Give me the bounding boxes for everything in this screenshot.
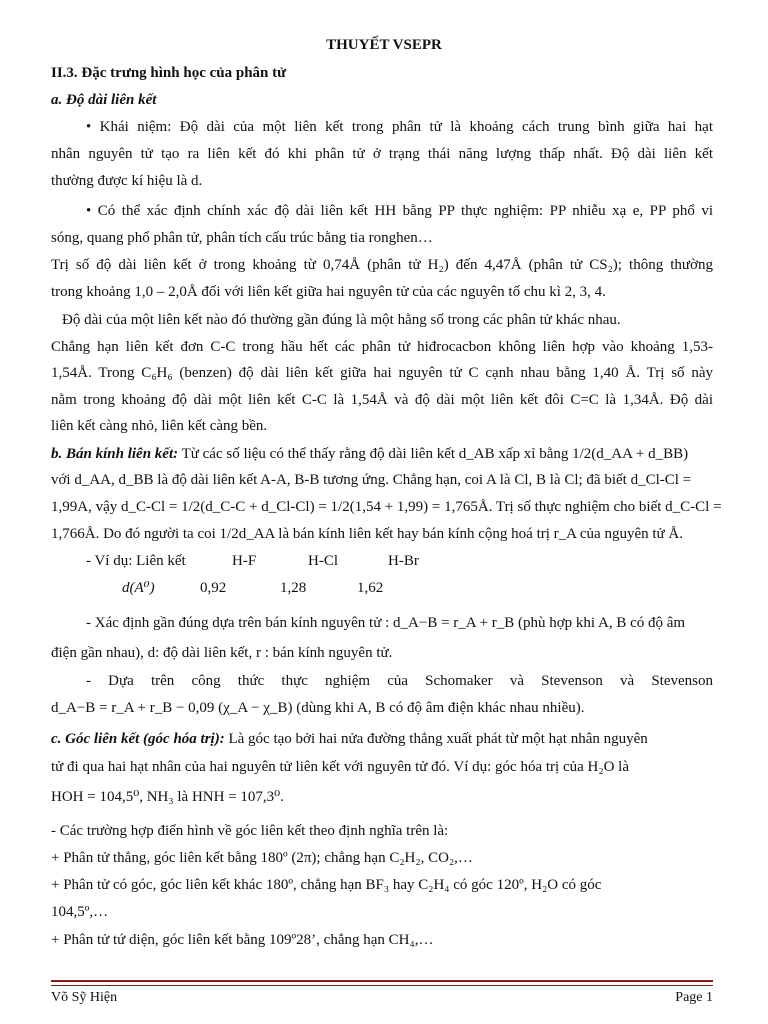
example-bond: H-Br xyxy=(388,553,419,569)
footer-divider xyxy=(51,980,713,982)
paragraph-line: sóng, quang phổ phân tử, phân tích cấu trúc bằng tia ronghen… xyxy=(51,230,433,246)
paragraph-line: • Có thể xác định chính xác độ dài liên kết HH bằng PP thực nghiệm: PP nhiễu xạ e, PP phổ vi xyxy=(86,203,713,219)
list-intro: - Các trường hợp điển hình về góc liên kết theo định nghĩa trên là: xyxy=(51,823,449,839)
paragraph-line: • Khái niệm: Độ dài của một liên kết trong phân tử là khoảng cách trung bình giữa hai hạt xyxy=(86,119,713,135)
paragraph-line: 1,54Å. Trong C₆H₆ (benzen) độ dài liên kết giữa hai nguyên tử C cạnh nhau bằng 1,40 Å. Trị số này xyxy=(51,365,713,381)
paragraph-line: Trị số độ dài liên kết ở trong khoảng từ 0,74Å (phân tử H₂) đến 4,47Å (phân tử CS₂); thông thường xyxy=(51,257,713,273)
example-label: - Ví dụ: Liên kết xyxy=(86,553,186,569)
list-item: + Phân tử tứ diện, góc liên kết bằng 109º28’, chẳng hạn CH₄,… xyxy=(51,932,434,948)
paragraph-line: Độ dài của một liên kết nào đó thường gần đúng là một hằng số trong các phân tử khác nhau. xyxy=(62,312,621,328)
paragraph-line: HOH = 104,5⁰, NH₃ là HNH = 107,3⁰. xyxy=(51,789,284,805)
page-title: THUYẾT VSEPR xyxy=(326,37,442,53)
paragraph-line: 1,99A, vậy d_C-Cl = 1/2(d_C-C + d_Cl-Cl) = 1/2(1,54 + 1,99) = 1,765Å. Trị số thực nghiệm cho biết d_C-Cl = xyxy=(51,499,722,515)
example-d-label: d(A⁰) xyxy=(122,580,155,596)
subsection-c-heading: c. Góc liên kết (góc hóa trị): xyxy=(51,731,225,747)
paragraph-line: - Dựa trên công thức thực nghiệm của Schomaker và Stevenson và Stevenson xyxy=(86,673,713,689)
footer-page-number: Page 1 xyxy=(675,990,713,1005)
example-value: 1,62 xyxy=(357,580,384,596)
paragraph-line: 1,766Å. Do đó người ta coi 1/2d_AA là bán kính liên kết hay bán kính cộng hoá trị r_A của nguyên tử Å. xyxy=(51,526,683,542)
formula-line: d_A−B = r_A + r_B − 0,09 (χ_A − χ_B) (dùng khi A, B có độ âm điện khác nhau nhiều). xyxy=(51,700,585,716)
section-heading: II.3. Đặc trưng hình học của phân tử xyxy=(51,65,287,81)
paragraph-line xyxy=(51,728,713,750)
footer-divider xyxy=(51,985,713,986)
list-item: + Phân tử thẳng, góc liên kết bằng 180º (2π); chẳng hạn C₂H₂, CO₂,… xyxy=(51,850,473,866)
list-item: + Phân tử có góc, góc liên kết khác 180º, chẳng hạn BF₃ hay C₂H₄ có góc 120º, H₂O có góc xyxy=(51,877,602,893)
footer-author: Võ Sỹ Hiện xyxy=(51,990,118,1005)
example-value: 1,28 xyxy=(280,580,307,596)
subsection-b-heading: b. Bán kính liên kết: xyxy=(51,446,179,462)
paragraph-line: Chẳng hạn liên kết đơn C-C trong hầu hết các phân tử hiđrocacbon không liên hợp vào khoảng 1,53- xyxy=(51,339,713,355)
paragraph-line: - Xác định gần đúng dựa trên bán kính nguyên tử : d_A−B = r_A + r_B (phù hợp khi A, B có độ âm xyxy=(86,615,686,631)
paragraph-line: tử đi qua hai hạt nhân của hai nguyên tử liên kết với nguyên tử đó. Ví dụ: góc hóa trị của H₂O là xyxy=(51,759,629,775)
paragraph-line: với d_AA, d_BB là độ dài liên kết A-A, B-B tương ứng. Chẳng hạn, coi A là Cl, B là Cl; đã biết d_Cl-Cl = xyxy=(51,472,692,488)
paragraph-line: trong khoảng 1,0 – 2,0Å đối với liên kết giữa hai nguyên tử của các nguyên tố chu kì 2, 3, 4. xyxy=(51,284,606,300)
paragraph-text: Từ các số liệu có thể thấy rằng độ dài liên kết d_AB xấp xỉ bằng 1/2(d_AA + d_BB) xyxy=(178,446,689,462)
paragraph-line: điện gần nhau), d: độ dài liên kết, r : bán kính nguyên tử. xyxy=(51,645,393,661)
paragraph-line: nhân nguyên tử tạo ra liên kết đó khi phân tử ở trạng thái năng lượng thấp nhất. Độ dài liên kết xyxy=(51,146,713,162)
example-bond: H-F xyxy=(232,553,257,569)
example-value: 0,92 xyxy=(200,580,227,596)
paragraph-line xyxy=(51,443,713,465)
example-bond: H-Cl xyxy=(308,553,338,569)
paragraph-text: Là góc tạo bởi hai nửa đường thẳng xuất phát từ một hạt nhân nguyên xyxy=(224,731,648,747)
list-item: 104,5º,… xyxy=(51,904,109,920)
paragraph-line: thường được kí hiệu là d. xyxy=(51,173,203,189)
paragraph-line: liên kết càng nhỏ, liên kết càng bền. xyxy=(51,418,268,434)
paragraph-line: nằm trong khoảng độ dài một liên kết C-C là 1,54Å và độ dài một liên kết đôi C=C là 1,34Å. Độ dài xyxy=(51,392,713,408)
subsection-a-heading: a. Độ dài liên kết xyxy=(51,92,157,108)
